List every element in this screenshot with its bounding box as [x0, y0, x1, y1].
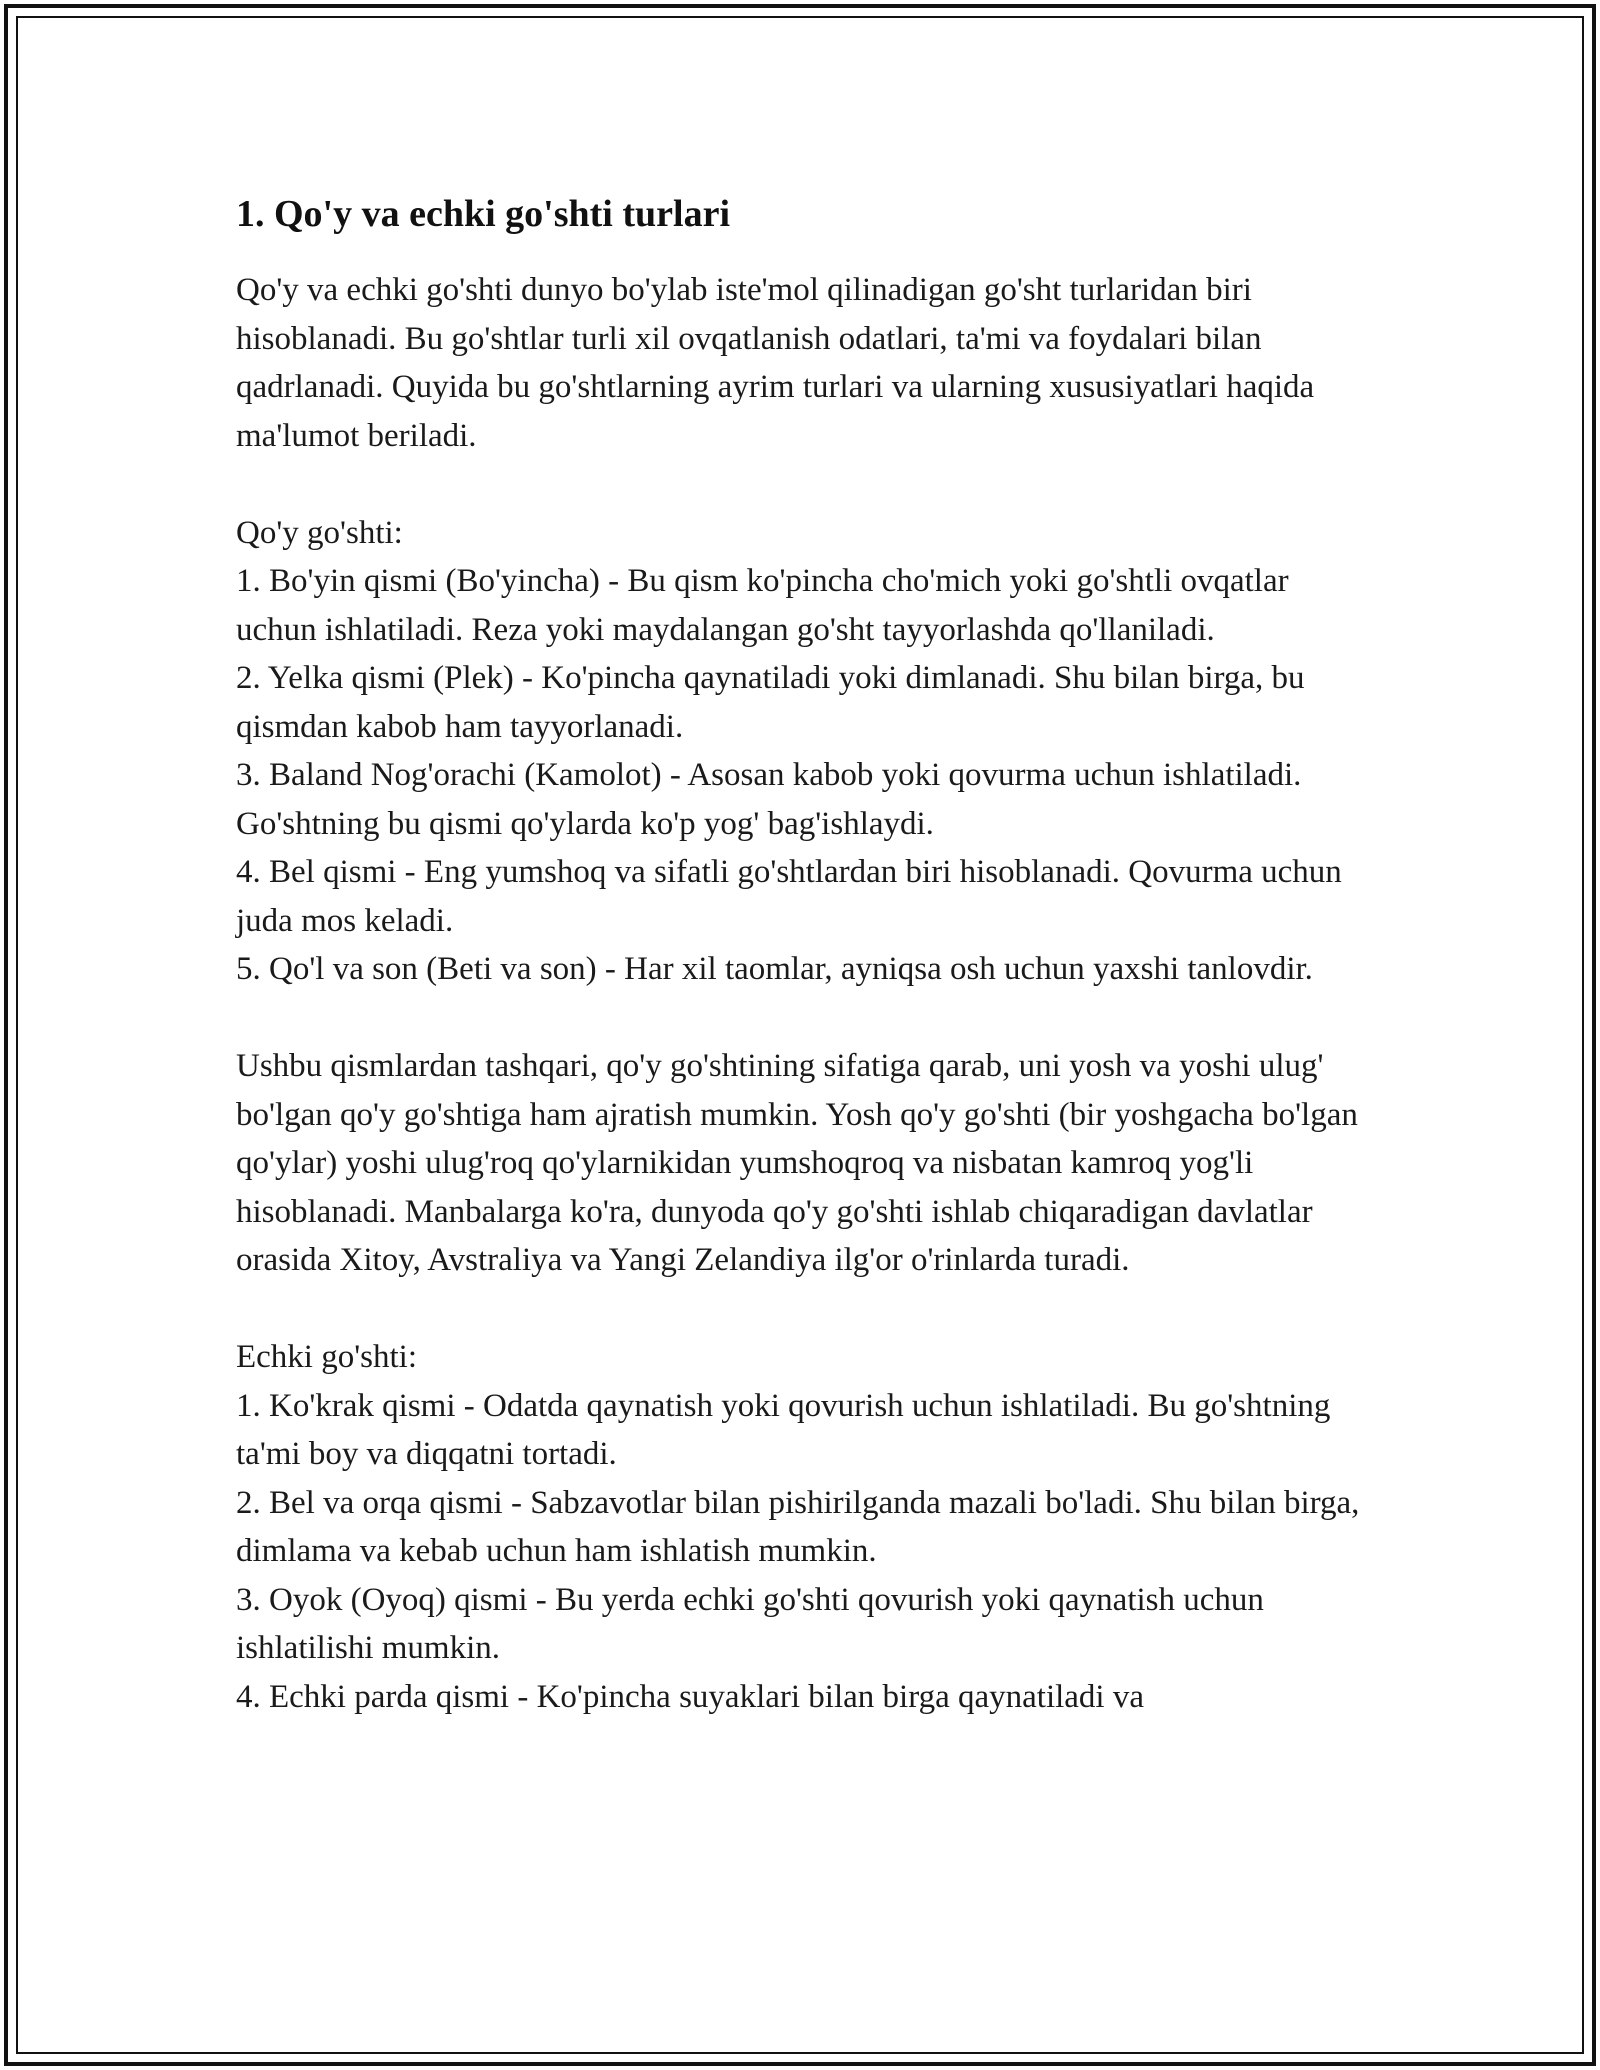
goat-item-2: 2. Bel va orqa qismi - Sabzavotlar bilan pishirilganda mazali bo'ladi. Shu bilan birga, dimlama va kebab uchun ham ishlatish mumkin.: [236, 1484, 1360, 1569]
document-title: 1. Qo'y va echki go'shti turlari: [236, 193, 730, 235]
sheep-item-5: 5. Qo'l va son (Beti va son) - Har xil taomlar, ayniqsa osh uchun yaxshi tanlovdir.: [236, 951, 1313, 987]
goat-item-4: 4. Echki parda qismi - Ko'pincha suyaklari bilan birga qaynatiladi va: [236, 1678, 1144, 1715]
goat-item-1: 1. Ko'krak qismi - Odatda qaynatish yoki qovurish uchun ishlatiladi. Bu go'shtning ta'mi boy va diqqatni tortadi.: [236, 1387, 1331, 1472]
sheep-item-3: 3. Baland Nog'orachi (Kamolot) - Asosan kabob yoki qovurma uchun ishlatiladi. Go'shtning bu qismi qo'ylarda ko'p yog' bag'ishlaydi.: [236, 757, 1302, 842]
document-body: [236, 188, 1376, 1721]
sheep-item-1: 1. Bo'yin qismi (Bo'yincha) - Bu qism ko'pincha cho'mich yoki go'shtli ovqatlar uchun ishlatiladi. Reza yoki maydalangan go'sht tayyorlashda qo'llaniladi.: [236, 563, 1289, 648]
intro-paragraph: Qo'y va echki go'shti dunyo bo'ylab iste'mol qilinadigan go'sht turlaridan biri hisoblanadi. Bu go'shtlar turli xil ovqatlanish odatlari, ta'mi va foydalari bilan qadrlanadi. Quyida bu go'shtlarning ayrim turlari va ularning xususiyatlari haqida ma'lumot beriladi.: [236, 272, 1315, 454]
goat-item-3: 3. Oyok (Oyoq) qismi - Bu yerda echki go'shti qovurish yoki qaynatish uchun ishlatilishi mumkin.: [236, 1581, 1264, 1666]
goat-heading: Echki go'shti:: [236, 1339, 418, 1375]
middle-paragraph: Ushbu qismlardan tashqari, qo'y go'shtining sifatiga qarab, uni yosh va yoshi ulug' bo'lgan qo'y go'shtiga ham ajratish mumkin. Yosh qo'y go'shti (bir yoshgacha bo'lgan qo'ylar) yoshi ulug'roq qo'ylarnikidan yumshoqroq va nisbatan kamroq yog'li hisoblanadi. Manbalarga ko'ra, dunyoda qo'y go'shti ishlab chiqaradigan davlatlar orasida Xitoy, Avstraliya va Yangi Zelandiya ilg'or o'rinlarda turadi.: [236, 1048, 1358, 1278]
sheep-item-4: 4. Bel qismi - Eng yumshoq va sifatli go'shtlardan biri hisoblanadi. Qovurma uchun juda mos keladi.: [236, 854, 1342, 939]
sheep-item-2: 2. Yelka qismi (Plek) - Ko'pincha qaynatiladi yoki dimlanadi. Shu bilan birga, bu qismdan kabob ham tayyorlanadi.: [236, 660, 1305, 745]
sheep-heading: Qo'y go'shti:: [236, 514, 403, 551]
